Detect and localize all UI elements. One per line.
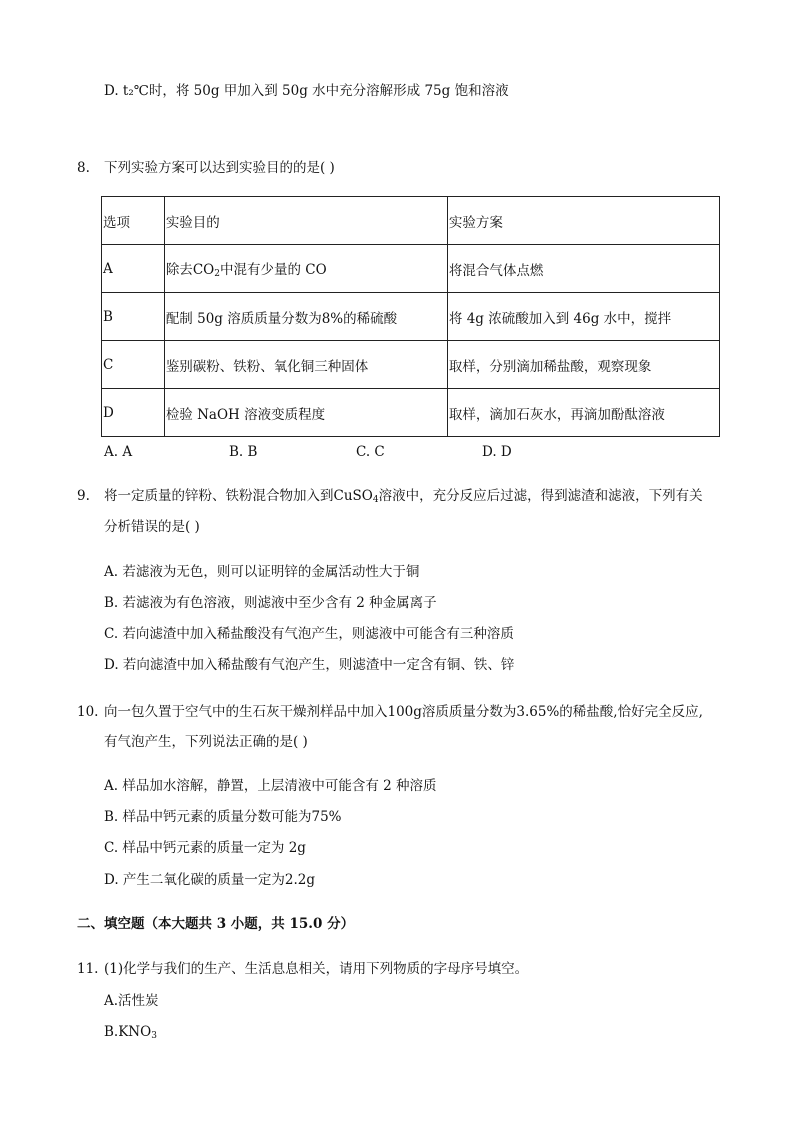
q11-option-a: A.活性炭 — [104, 993, 159, 1009]
table-cell-plan: 取样，分别滴加稀盐酸，观察现象 — [447, 341, 719, 389]
chem-formula: CO — [192, 262, 215, 278]
table-cell-plan: 将混合气体点燃 — [447, 245, 719, 293]
stem-text: 溶液中，充分反应后过滤，得到滤渣和滤液，下列有关 — [378, 488, 703, 504]
stem-text: 将一定质量的锌粉、铁粉混合物加入到 — [104, 488, 334, 504]
chem-subscript: 3 — [151, 1031, 157, 1041]
table-header-row — [102, 197, 720, 245]
table-row — [102, 245, 720, 293]
table-header-cell: 选项 — [102, 197, 165, 245]
section-heading: 二、填空题（本大题共 3 小题，共 15.0 分） — [77, 916, 355, 932]
table-cell-plan: 将 4g 浓硫酸加入到 46g 水中，搅拌 — [447, 293, 719, 341]
q10-option-c: C. 样品中钙元素的质量一定为 2g — [104, 840, 306, 856]
chem-formula: CuSO — [333, 488, 373, 504]
goal-text: 除去 — [165, 262, 193, 278]
q9-option-b: B. 若滤液为有色溶液，则滤液中至少含有 2 种金属离子 — [104, 595, 437, 611]
table-cell-goal: 配制 50g 溶质质量分数为8%的稀硫酸 — [164, 293, 447, 341]
q8-number: 8. — [77, 160, 90, 176]
table-cell-option: C — [102, 341, 165, 389]
q10-stem-line2: 有气泡产生，下列说法正确的是( ) — [104, 734, 308, 750]
q11-option-b — [104, 1023, 157, 1045]
goal-text: 中混有少量的 CO — [219, 262, 327, 278]
table-header-cell: 实验方案 — [447, 197, 719, 245]
q9-number: 9. — [77, 488, 90, 504]
q10-number: 10. — [77, 704, 99, 720]
q10-option-a: A. 样品加水溶解，静置，上层清液中可能含有 2 种溶质 — [104, 778, 437, 794]
q10-option-d: D. 产生二氧化碳的质量一定为2.2g — [104, 872, 316, 888]
option-text: B.KNO — [104, 1024, 152, 1040]
table-cell-option: D — [102, 389, 165, 437]
chem-subscript: 4 — [372, 495, 379, 505]
q10-option-b: B. 样品中钙元素的质量分数可能为75% — [104, 809, 342, 825]
q11-number: 11. — [77, 961, 99, 977]
q11-stem: (1)化学与我们的生产、生活息息相关，请用下列物质的字母序号填空。 — [104, 961, 529, 977]
q8-answer-b: B. B — [229, 444, 258, 460]
q7-option-d: D. t₂℃时，将 50g 甲加入到 50g 水中充分溶解形成 75g 饱和溶液 — [104, 83, 509, 99]
table-cell-option: B — [102, 293, 165, 341]
table-row — [102, 293, 720, 341]
table-row — [102, 341, 720, 389]
q9-option-a: A. 若滤液为无色，则可以证明锌的金属活动性大于铜 — [104, 564, 420, 580]
q9-stem-line1 — [104, 487, 703, 509]
q9-option-d: D. 若向滤渣中加入稀盐酸有气泡产生，则滤渣中一定含有铜、铁、锌 — [104, 657, 515, 673]
table-row — [102, 389, 720, 437]
chem-subscript: 2 — [214, 269, 220, 279]
table-cell-goal: 鉴别碳粉、铁粉、氧化铜三种固体 — [164, 341, 447, 389]
q8-answer-d: D. D — [482, 444, 512, 460]
q8-answer-c: C. C — [356, 444, 385, 460]
q8-answer-a: A. A — [104, 444, 133, 460]
q8-stem: 下列实验方案可以达到实验目的的是( ) — [104, 160, 335, 176]
table-cell-goal — [164, 245, 447, 293]
table-cell-goal: 检验 NaOH 溶液变质程度 — [164, 389, 447, 437]
q9-option-c: C. 若向滤渣中加入稀盐酸没有气泡产生，则滤液中可能含有三种溶质 — [104, 626, 514, 642]
table-header-cell: 实验目的 — [164, 197, 447, 245]
q8-table — [101, 196, 720, 437]
q9-stem-line2: 分析错误的是( ) — [104, 519, 200, 535]
q10-stem-line1: 向一包久置于空气中的生石灰干燥剂样品中加入100g溶质质量分数为3.65%的稀盐酸,恰好完全反应, — [104, 704, 703, 720]
table-cell-plan: 取样，滴加石灰水，再滴加酚酞溶液 — [447, 389, 719, 437]
table-cell-option: A — [102, 245, 165, 293]
